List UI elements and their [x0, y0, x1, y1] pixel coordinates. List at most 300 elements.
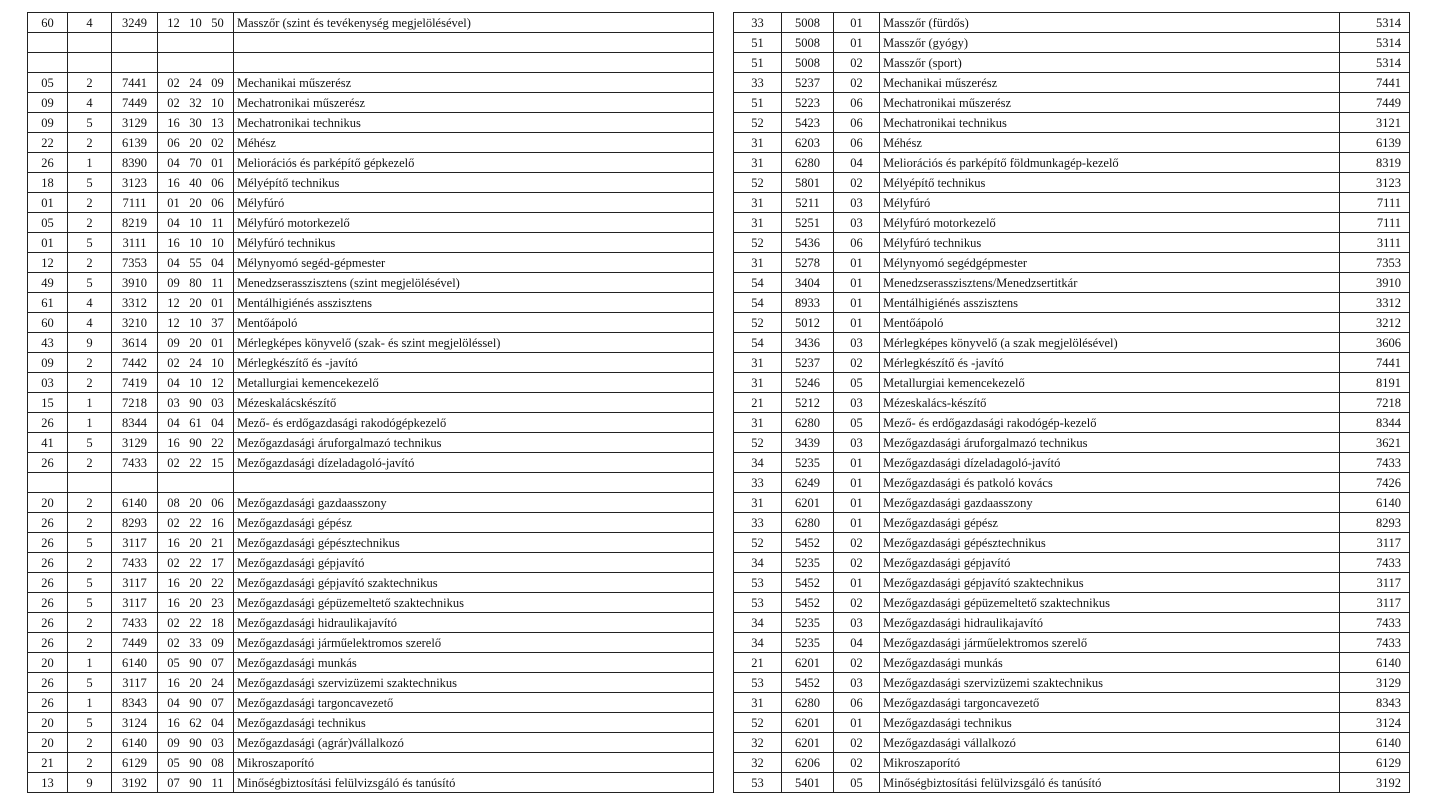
left-col-a: 26 [28, 413, 68, 433]
left-col-code [158, 733, 234, 753]
left-col-code [158, 93, 234, 113]
left-code-part: 37 [211, 316, 224, 330]
right-col-code: 5237 [782, 353, 834, 373]
left-col-b: 2 [68, 193, 112, 213]
right-col-code: 5423 [782, 113, 834, 133]
right-col-feor: 6129 [1340, 753, 1410, 773]
right-table-row [734, 633, 1410, 653]
left-col-name: Mechanikai műszerész [234, 73, 714, 93]
right-table-row [734, 713, 1410, 733]
left-code-part: 23 [211, 596, 224, 610]
right-col-code: 3404 [782, 273, 834, 293]
left-code-part: 10 [189, 236, 202, 250]
right-col-feor: 8191 [1340, 373, 1410, 393]
left-col-b: 5 [68, 273, 112, 293]
right-col-feor: 3124 [1340, 713, 1410, 733]
left-col-a: 18 [28, 173, 68, 193]
left-code-part: 12 [167, 316, 180, 330]
left-col-c: 3111 [112, 233, 158, 253]
left-col-code [158, 313, 234, 333]
right-col-feor: 7426 [1340, 473, 1410, 493]
left-code-part: 06 [211, 496, 224, 510]
right-col-code: 5246 [782, 373, 834, 393]
left-table-row [28, 613, 714, 633]
right-table-row [734, 53, 1410, 73]
left-col-c: 6140 [112, 733, 158, 753]
right-col-level: 31 [734, 493, 782, 513]
right-col-level: 51 [734, 53, 782, 73]
right-col-level: 52 [734, 533, 782, 553]
left-col-b: 5 [68, 173, 112, 193]
left-col-code [158, 393, 234, 413]
left-col-a: 21 [28, 753, 68, 773]
left-code-part: 02 [211, 136, 224, 150]
left-col-b: 2 [68, 493, 112, 513]
left-code-part: 12 [167, 296, 180, 310]
left-col-a: 60 [28, 13, 68, 33]
left-col-name: Mélyfúró [234, 193, 714, 213]
right-col-feor: 3621 [1340, 433, 1410, 453]
left-table-row [28, 453, 714, 473]
left-code-part: 24 [211, 676, 224, 690]
right-col-name: Mechatronikai műszerész [880, 93, 1340, 113]
left-col-b: 1 [68, 693, 112, 713]
left-col-code [158, 253, 234, 273]
left-col-name: Mezőgazdasági járműelektromos szerelő [234, 633, 714, 653]
right-col-code: 6280 [782, 413, 834, 433]
left-col-code [158, 173, 234, 193]
right-col-name: Mélyfúró technikus [880, 233, 1340, 253]
right-table-row [734, 73, 1410, 93]
left-table-row [28, 633, 714, 653]
left-code-part: 04 [167, 156, 180, 170]
left-col-b: 9 [68, 333, 112, 353]
right-col-feor: 3192 [1340, 773, 1410, 793]
left-col-b: 9 [68, 773, 112, 793]
right-col-feor: 6140 [1340, 653, 1410, 673]
left-table-row [28, 413, 714, 433]
right-col-level: 33 [734, 73, 782, 93]
right-col-name: Mentőápoló [880, 313, 1340, 333]
left-col-b: 2 [68, 633, 112, 653]
left-col-a: 26 [28, 693, 68, 713]
left-col-b [68, 53, 112, 73]
left-code-part: 02 [167, 356, 180, 370]
right-col-seq: 01 [834, 273, 880, 293]
left-col-b: 2 [68, 213, 112, 233]
left-table-row [28, 333, 714, 353]
right-col-level: 21 [734, 653, 782, 673]
left-table-row [28, 93, 714, 113]
right-col-feor: 3312 [1340, 293, 1410, 313]
left-code-part: 20 [189, 136, 202, 150]
right-col-name: Méhész [880, 133, 1340, 153]
left-col-name: Mikroszaporító [234, 753, 714, 773]
right-col-seq: 02 [834, 653, 880, 673]
left-code-part: 06 [211, 196, 224, 210]
left-col-c: 7353 [112, 253, 158, 273]
right-table-row [734, 493, 1410, 513]
right-col-feor: 7449 [1340, 93, 1410, 113]
left-col-a [28, 33, 68, 53]
right-col-seq: 01 [834, 313, 880, 333]
right-col-level: 52 [734, 233, 782, 253]
left-table-row [28, 433, 714, 453]
left-code-part: 03 [167, 396, 180, 410]
left-col-b: 2 [68, 133, 112, 153]
left-col-c: 3117 [112, 533, 158, 553]
right-col-code: 6280 [782, 153, 834, 173]
right-col-feor: 3123 [1340, 173, 1410, 193]
right-table-row [734, 393, 1410, 413]
left-col-a: 15 [28, 393, 68, 413]
right-col-seq: 03 [834, 193, 880, 213]
left-col-c: 8343 [112, 693, 158, 713]
left-col-code [158, 773, 234, 793]
left-col-code [158, 153, 234, 173]
left-code-part: 02 [167, 516, 180, 530]
left-col-a: 43 [28, 333, 68, 353]
left-code-part: 22 [211, 436, 224, 450]
left-code-part: 09 [211, 76, 224, 90]
left-col-a: 01 [28, 233, 68, 253]
left-code-part: 90 [189, 656, 202, 670]
left-col-c: 7449 [112, 633, 158, 653]
right-col-code: 5237 [782, 73, 834, 93]
left-col-name: Meliorációs és parképítő gépkezelő [234, 153, 714, 173]
left-table-row [28, 153, 714, 173]
right-col-code: 5235 [782, 453, 834, 473]
right-col-name: Mentálhigiénés asszisztens [880, 293, 1340, 313]
left-col-a: 26 [28, 573, 68, 593]
right-table-row [734, 333, 1410, 353]
left-col-name: Mezőgazdasági szervizüzemi szaktechnikus [234, 673, 714, 693]
right-col-seq: 06 [834, 93, 880, 113]
right-col-feor: 7433 [1340, 453, 1410, 473]
left-code-part: 11 [211, 216, 224, 230]
left-code-part: 90 [189, 696, 202, 710]
right-col-code: 5223 [782, 93, 834, 113]
left-col-b: 2 [68, 733, 112, 753]
left-col-a: 26 [28, 513, 68, 533]
right-table-row [734, 693, 1410, 713]
left-table-row [28, 253, 714, 273]
left-col-b: 1 [68, 393, 112, 413]
left-col-b: 2 [68, 513, 112, 533]
right-col-level: 31 [734, 213, 782, 233]
right-col-seq: 02 [834, 53, 880, 73]
left-col-c: 8390 [112, 153, 158, 173]
right-col-level: 52 [734, 113, 782, 133]
left-col-name: Mezőgazdasági gépésztechnikus [234, 533, 714, 553]
right-col-feor: 7433 [1340, 613, 1410, 633]
right-table-row [734, 613, 1410, 633]
right-col-code: 5008 [782, 53, 834, 73]
right-col-seq: 05 [834, 773, 880, 793]
left-table-row [28, 293, 714, 313]
right-col-feor: 3111 [1340, 233, 1410, 253]
right-col-feor: 7441 [1340, 353, 1410, 373]
right-table-row [734, 413, 1410, 433]
left-col-c: 8293 [112, 513, 158, 533]
right-col-name: Mezőgazdasági és patkoló kovács [880, 473, 1340, 493]
right-col-feor: 7441 [1340, 73, 1410, 93]
left-code-part: 20 [189, 536, 202, 550]
left-col-b: 2 [68, 373, 112, 393]
right-col-name: Mezőgazdasági gépjavító [880, 553, 1340, 573]
left-col-code [158, 293, 234, 313]
left-col-c: 7111 [112, 193, 158, 213]
right-col-feor: 3121 [1340, 113, 1410, 133]
right-col-feor: 3910 [1340, 273, 1410, 293]
right-col-level: 53 [734, 773, 782, 793]
left-code-part: 90 [189, 736, 202, 750]
left-col-a: 12 [28, 253, 68, 273]
left-code-part: 13 [211, 116, 224, 130]
left-col-c [112, 473, 158, 493]
right-col-name: Mechatronikai technikus [880, 113, 1340, 133]
right-col-level: 31 [734, 693, 782, 713]
left-col-c: 6139 [112, 133, 158, 153]
left-col-name: Minőségbiztosítási felülvizsgáló és tanúsító [234, 773, 714, 793]
right-col-feor: 3117 [1340, 593, 1410, 613]
right-col-feor: 7111 [1340, 213, 1410, 233]
right-col-seq: 01 [834, 573, 880, 593]
right-col-seq: 06 [834, 693, 880, 713]
left-col-a: 26 [28, 153, 68, 173]
right-col-name: Mezőgazdasági gépjavító szaktechnikus [880, 573, 1340, 593]
left-code-part: 06 [211, 176, 224, 190]
right-col-feor: 3212 [1340, 313, 1410, 333]
left-col-code [158, 373, 234, 393]
right-col-code: 6280 [782, 693, 834, 713]
left-code-part: 11 [211, 776, 224, 790]
left-col-a: 26 [28, 533, 68, 553]
left-occupation-table [27, 12, 714, 793]
right-col-feor: 8343 [1340, 693, 1410, 713]
right-col-name: Mezőgazdasági áruforgalmazó technikus [880, 433, 1340, 453]
left-col-name: Mezőgazdasági (agrár)vállalkozó [234, 733, 714, 753]
right-col-feor: 3129 [1340, 673, 1410, 693]
left-code-part: 22 [211, 576, 224, 590]
left-table-row [28, 113, 714, 133]
left-col-b: 2 [68, 453, 112, 473]
left-col-code [158, 193, 234, 213]
right-table-row [734, 533, 1410, 553]
left-col-b: 2 [68, 613, 112, 633]
left-col-b: 2 [68, 553, 112, 573]
right-col-code: 5235 [782, 613, 834, 633]
right-table-row [734, 733, 1410, 753]
left-col-a [28, 473, 68, 493]
left-table-row [28, 13, 714, 33]
left-col-name: Mezőgazdasági targoncavezető [234, 693, 714, 713]
left-col-code [158, 413, 234, 433]
right-col-seq: 02 [834, 73, 880, 93]
left-col-name: Mezőgazdasági gépjavító szaktechnikus [234, 573, 714, 593]
right-col-code: 6206 [782, 753, 834, 773]
left-col-a: 60 [28, 313, 68, 333]
left-code-part: 55 [189, 256, 202, 270]
right-col-name: Mezőgazdasági szervizüzemi szaktechnikus [880, 673, 1340, 693]
left-col-code [158, 653, 234, 673]
right-col-feor: 3606 [1340, 333, 1410, 353]
left-col-a: 26 [28, 613, 68, 633]
left-code-part: 12 [167, 16, 180, 30]
left-code-part: 03 [211, 736, 224, 750]
left-col-b: 5 [68, 113, 112, 133]
left-code-part: 04 [211, 256, 224, 270]
right-col-feor: 7353 [1340, 253, 1410, 273]
left-code-part: 01 [211, 296, 224, 310]
right-col-feor: 8319 [1340, 153, 1410, 173]
left-table-row [28, 573, 714, 593]
left-code-part: 11 [211, 276, 224, 290]
right-col-feor: 7433 [1340, 553, 1410, 573]
right-table-row [734, 433, 1410, 453]
left-code-part: 15 [211, 456, 224, 470]
left-code-part: 04 [211, 416, 224, 430]
right-col-level: 34 [734, 613, 782, 633]
left-col-name: Mérlegkészítő és -javító [234, 353, 714, 373]
left-code-part: 32 [189, 96, 202, 110]
left-col-name: Mező- és erdőgazdasági rakodógépkezelő [234, 413, 714, 433]
left-table-row [28, 213, 714, 233]
left-col-a: 26 [28, 453, 68, 473]
left-col-name [234, 473, 714, 493]
left-code-part: 90 [189, 436, 202, 450]
left-col-b: 1 [68, 413, 112, 433]
right-col-code: 5801 [782, 173, 834, 193]
left-code-part: 16 [167, 176, 180, 190]
left-code-part: 03 [211, 396, 224, 410]
right-col-feor: 7218 [1340, 393, 1410, 413]
left-col-name: Metallurgiai kemencekezelő [234, 373, 714, 393]
right-table-row [734, 213, 1410, 233]
right-col-seq: 01 [834, 713, 880, 733]
left-col-a: 41 [28, 433, 68, 453]
right-col-name: Metallurgiai kemencekezelő [880, 373, 1340, 393]
left-col-name: Mezőgazdasági gazdaasszony [234, 493, 714, 513]
left-col-code [158, 713, 234, 733]
left-col-name: Mezőgazdasági munkás [234, 653, 714, 673]
left-code-part: 04 [167, 256, 180, 270]
left-code-part: 04 [167, 376, 180, 390]
left-col-code [158, 433, 234, 453]
left-col-name: Mezőgazdasági áruforgalmazó technikus [234, 433, 714, 453]
right-col-level: 31 [734, 253, 782, 273]
right-col-seq: 01 [834, 453, 880, 473]
right-col-level: 31 [734, 193, 782, 213]
left-code-part: 22 [189, 556, 202, 570]
right-col-level: 33 [734, 473, 782, 493]
right-col-level: 32 [734, 733, 782, 753]
right-col-seq: 06 [834, 113, 880, 133]
left-col-c: 7449 [112, 93, 158, 113]
right-col-name: Mezőgazdasági dízeladagoló-javító [880, 453, 1340, 473]
left-col-b: 5 [68, 593, 112, 613]
left-col-name: Mezőgazdasági gépüzemeltető szaktechnikus [234, 593, 714, 613]
left-code-part: 07 [211, 656, 224, 670]
left-col-name: Méhész [234, 133, 714, 153]
left-col-name: Mechatronikai műszerész [234, 93, 714, 113]
right-table-row [734, 593, 1410, 613]
right-col-level: 53 [734, 673, 782, 693]
left-table-row [28, 713, 714, 733]
left-col-b: 2 [68, 353, 112, 373]
left-col-b: 5 [68, 713, 112, 733]
right-col-seq: 02 [834, 173, 880, 193]
left-code-part: 16 [167, 116, 180, 130]
left-col-code [158, 613, 234, 633]
left-col-code [158, 73, 234, 93]
right-col-seq: 02 [834, 593, 880, 613]
left-code-part: 16 [167, 716, 180, 730]
left-col-a: 09 [28, 93, 68, 113]
left-col-c: 3192 [112, 773, 158, 793]
left-code-part: 20 [189, 296, 202, 310]
left-col-c: 3312 [112, 293, 158, 313]
right-table-row [734, 293, 1410, 313]
left-col-code [158, 693, 234, 713]
right-col-code: 6201 [782, 713, 834, 733]
right-col-seq: 01 [834, 293, 880, 313]
left-col-a: 13 [28, 773, 68, 793]
left-code-part: 20 [189, 576, 202, 590]
right-col-name: Mezőgazdasági hidraulikajavító [880, 613, 1340, 633]
right-col-level: 33 [734, 13, 782, 33]
left-code-part: 04 [167, 216, 180, 230]
right-col-seq: 06 [834, 233, 880, 253]
right-col-level: 34 [734, 453, 782, 473]
left-code-part: 16 [167, 676, 180, 690]
right-col-seq: 01 [834, 13, 880, 33]
right-col-seq: 02 [834, 553, 880, 573]
left-table-row [28, 173, 714, 193]
left-col-code [158, 673, 234, 693]
left-col-b: 5 [68, 673, 112, 693]
right-col-level: 31 [734, 373, 782, 393]
right-col-code: 6203 [782, 133, 834, 153]
right-table-row [734, 253, 1410, 273]
right-col-code: 8933 [782, 293, 834, 313]
right-table-row [734, 313, 1410, 333]
left-col-b: 1 [68, 153, 112, 173]
right-col-code: 5211 [782, 193, 834, 213]
right-table-row [734, 453, 1410, 473]
left-code-part: 09 [167, 336, 180, 350]
left-code-part: 16 [167, 236, 180, 250]
left-col-b: 5 [68, 573, 112, 593]
right-qualification-table [733, 12, 1410, 793]
left-col-code [158, 593, 234, 613]
left-code-part: 01 [211, 336, 224, 350]
left-code-part: 16 [167, 596, 180, 610]
left-col-c: 6140 [112, 653, 158, 673]
right-table-row [734, 193, 1410, 213]
left-col-code [158, 353, 234, 373]
left-table-row [28, 653, 714, 673]
right-col-seq: 01 [834, 33, 880, 53]
right-col-name: Mezőgazdasági vállalkozó [880, 733, 1340, 753]
right-col-name: Minőségbiztosítási felülvizsgáló és tanúsító [880, 773, 1340, 793]
left-code-part: 06 [167, 136, 180, 150]
right-table-row [734, 373, 1410, 393]
left-col-name: Mérlegképes könyvelő (szak- és szint megjelöléssel) [234, 333, 714, 353]
left-table-row [28, 313, 714, 333]
left-code-part: 02 [167, 556, 180, 570]
right-col-code: 6280 [782, 513, 834, 533]
